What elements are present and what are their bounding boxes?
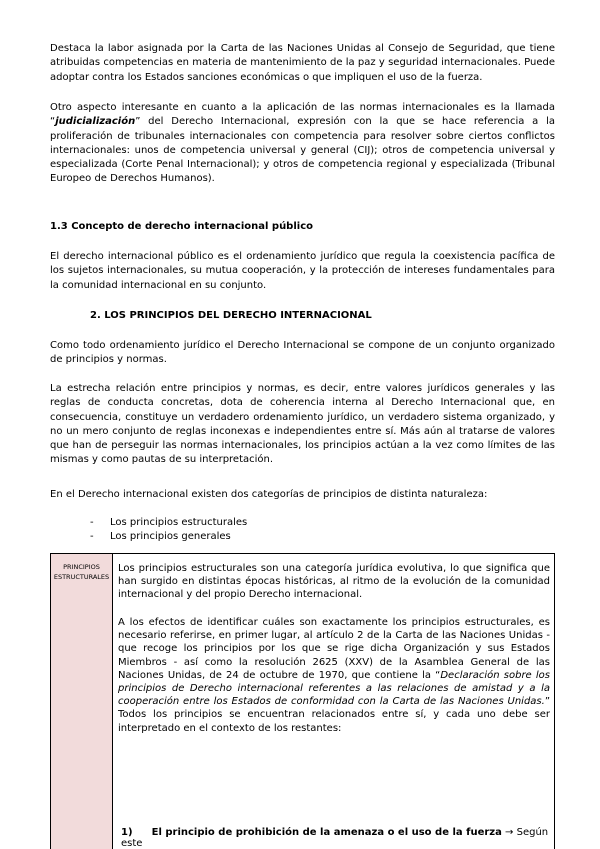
list-item: - Los principios estructurales (90, 517, 248, 528)
list-item: - Los principios generales (90, 531, 231, 542)
table-label-cell: PRINCIPIOS ESTRUCTURALES (51, 554, 113, 849)
section-heading-2: 2. LOS PRINCIPIOS DEL DERECHO INTERNACIONAL (90, 310, 372, 321)
declaration-title: Declaración sobre los principios de Derecho internacional referentes a las relaciones de amistad y a la cooperación entre los Estados de conformidad con la Carta de las Naciones Unidas. (118, 669, 550, 708)
principle-item (121, 827, 551, 849)
paragraph-categories: En el Derecho internacional existen dos categorías de principios de distinta naturaleza: (50, 489, 488, 500)
principle-number: 1) (121, 827, 133, 838)
list-item-label: Los principios generales (110, 531, 231, 542)
paragraph-security-council: Destaca la labor asignada por la Carta de las Naciones Unidas al Consejo de Seguridad, que tiene atribuidas competencias en materia de mantenimiento de la paz y seguridad internacionales. Puede adoptar contra los Estados sanciones económicas o que impliquen el uso de la fuerza. (50, 43, 555, 83)
principle-title: El principio de prohibición de la amenaza o el uso de la fuerza (151, 827, 502, 838)
paragraph-text: Otro aspecto interesante en cuanto a la aplicación de las normas internacionales es la llamada “ (50, 102, 555, 128)
table-text-identification (118, 616, 550, 735)
list-item-label: Los principios estructurales (110, 517, 248, 528)
paragraph-text: ” del Derecho Internacional, expresión con la que se hace referencia a la proliferación de tribunales internacionales con competencia para resolver sobre ciertos conflictos internacionales: unos de competencia universal y general (CIJ); otros de competencia universal y especializada (Corte Penal Internacional); y otros de competencia regional y especializada (Tribunal Europeo de Derechos Humanos). (50, 116, 555, 185)
paragraph-principles-norms: La estrecha relación entre principios y normas, es decir, entre valores jurídicos generales y las reglas de conducta concretas, dota de coherencia interna al Derecho Internacional que, en consecuencia, constituye un verdadero ordenamiento jurídico, un verdadero sistema organizado, y no un mero conjunto de reglas inconexas e independientes entre sí. Más aún al tratarse de valores que han de perseguir las normas internacionales, los principios actúan a la vez como límites de las mismas y como pautas de su interpretación. (50, 383, 555, 466)
paragraph-ordering: Como todo ordenamiento jurídico el Derecho Internacional se compone de un conjunto organizado de principios y normas. (50, 340, 555, 366)
principle-continuation: → Según este (121, 827, 549, 849)
section-heading-1-3: 1.3 Concepto de derecho internacional público (50, 221, 313, 232)
table-text-intro: Los principios estructurales son una categoría jurídica evolutiva, lo que significa que han surgido en distintas épocas históricas, al ritmo de la evolución de la comunidad internacional y del propio Derecho internacional. (118, 563, 550, 601)
table-text: A los efectos de identificar cuáles son exactamente los principios estructurales, es necesario referirse, en primer lugar, al artículo 2 de la Carta de las Naciones Unidas - que recoge los principios por los que se rige dicha Organización y sus Estados Miembros - así como la resolución 2625 (XXV) de la Asamblea General de las Naciones Unidas, de 24 de octubre de 1970, que contiene la “ (118, 617, 550, 681)
principles-table (50, 553, 555, 849)
table-text: ” Todos los principios se encuentran relacionados entre sí, y cada uno debe ser interpretado en el contexto de los restantes: (118, 696, 550, 734)
paragraph-judicialization (50, 101, 555, 187)
emphasized-term: judicialización (55, 116, 136, 128)
paragraph-definition: El derecho internacional público es el ordenamiento jurídico que regula la coexistencia pacífica de los sujetos internacionales, su mutua cooperación, y la protección de intereses fundamentales para la comunidad internacional en su conjunto. (50, 251, 555, 291)
